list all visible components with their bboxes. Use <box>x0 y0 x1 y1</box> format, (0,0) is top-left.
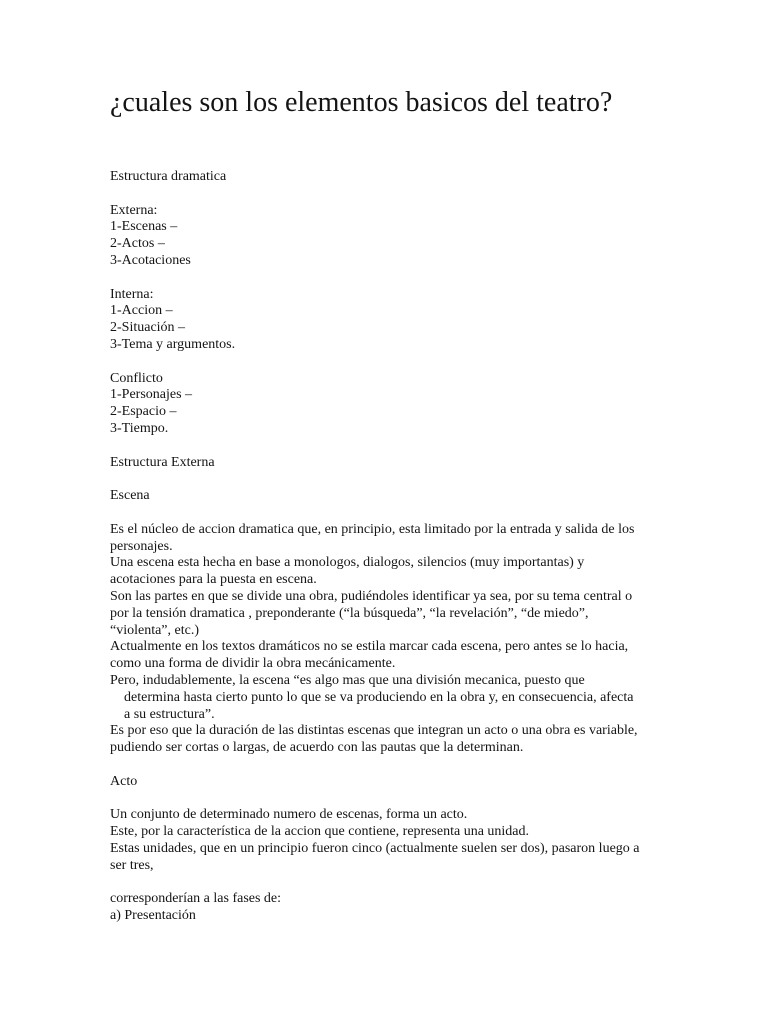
externa-label: Externa: <box>110 202 158 218</box>
conflicto-label: Conflicto <box>110 370 163 386</box>
spacer <box>110 757 640 774</box>
acto-paragraph: Este, por la característica de la accion que contiene, representa una unidad. <box>110 824 530 840</box>
interna-item: 1-Accion – <box>110 303 173 319</box>
section-heading: Estructura Externa <box>110 454 215 470</box>
conflicto-item: 1-Personajes – <box>110 387 193 403</box>
escena-paragraph: Son las partes en que se divide una obra, pudiéndoles identificar ya sea, por su tema central o por la tensión dramatica , preponderante (“la búsqueda”, “la revelación”, “de miedo”, “violenta”, etc.) <box>110 588 633 638</box>
spacer <box>110 438 640 455</box>
conflicto-item: 2-Espacio – <box>110 404 177 420</box>
spacer <box>110 874 640 891</box>
interna-item: 3-Tema y argumentos. <box>110 336 236 352</box>
escena-paragraph: Una escena esta hecha en base a monologos, dialogos, silencios (muy importantas) y acotaciones para la puesta en escena. <box>110 555 585 588</box>
escena-paragraph: Es el núcleo de accion dramatica que, en principio, esta limitado por la entrada y salida de los personajes. <box>110 521 635 554</box>
page-title: ¿cuales son los elementos basicos del teatro? <box>110 87 613 118</box>
escena-paragraph: Pero, indudablemente, la escena “es algo mas que una división mecanica, puesto que determina hasta cierto punto lo que se va produciendo en la obra y, en consecuencia, afecta a su estructura”. <box>110 672 634 722</box>
escena-heading: Escena <box>110 488 150 504</box>
spacer <box>110 186 640 203</box>
acto-paragraph: Estas unidades, que en un principio fueron cinco (actualmente suelen ser dos), pasaron luego a ser tres, <box>110 840 640 873</box>
acto-heading: Acto <box>110 773 138 789</box>
escena-paragraph: Actualmente en los textos dramáticos no se estila marcar cada escena, pero antes se lo hacia, como una forma de dividir la obra mecánicamente. <box>110 639 629 672</box>
conflicto-item: 3-Tiempo. <box>110 420 169 436</box>
structure-heading: Estructura dramatica <box>110 169 227 184</box>
externa-item: 3-Acotaciones <box>110 252 191 268</box>
interna-item: 2-Situación – <box>110 320 186 336</box>
spacer <box>110 471 640 488</box>
acto-paragraph: Un conjunto de determinado numero de escenas, forma un acto. <box>110 807 468 823</box>
externa-item: 2-Actos – <box>110 236 165 252</box>
fases-intro: corresponderían a las fases de: <box>110 891 282 907</box>
interna-label: Interna: <box>110 286 154 302</box>
spacer <box>110 790 640 807</box>
spacer <box>110 270 640 287</box>
externa-item: 1-Escenas – <box>110 219 178 235</box>
fase-item: a) Presentación <box>110 908 196 924</box>
escena-paragraph: Es por eso que la duración de las distintas escenas que integran un acto o una obra es variable, pudiendo ser cortas o largas, de acuerdo con las pautas que la determinan. <box>110 723 638 756</box>
spacer <box>110 505 640 522</box>
document-body <box>110 169 640 925</box>
spacer <box>110 354 640 371</box>
